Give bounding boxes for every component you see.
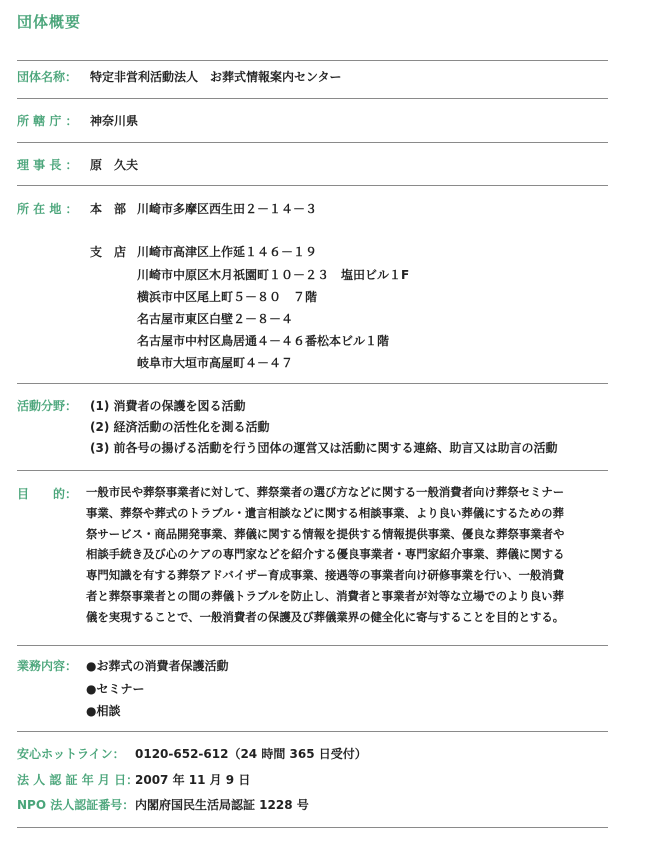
branch-address: 名古屋市東区白壁２－８－４ <box>137 312 294 326</box>
head-office-address: 川崎市多摩区西生田２－１４－３ <box>137 202 318 216</box>
divider <box>17 60 608 61</box>
branch-address: 川崎市中原区木月祇園町１０－２３ 塩田ビル１F <box>137 268 410 282</box>
name-label: 団体名称： <box>17 70 78 84</box>
branch-address: 名古屋市中村区鳥居通４－４６番松本ビル１階 <box>137 334 390 348</box>
divider <box>17 827 608 828</box>
purpose-line: 相談手続き及び心のケアの専門家などを紹介する優良事業者・専門家紹介事業、葬儀に関する <box>86 547 565 562</box>
branch-address: 川崎市高津区上作延１４６－１９ <box>137 245 318 259</box>
business-label: 業務内容： <box>17 659 78 673</box>
cert-date-label: 法 人 認 証 年 月 日： <box>17 773 139 787</box>
hotline-value: 0120-652-612（24 時間 365 日受付） <box>135 747 367 761</box>
branch-address: 横浜市中区尾上町５－８０ ７階 <box>137 290 318 304</box>
divider <box>17 731 608 732</box>
divider <box>17 383 608 384</box>
divider <box>17 470 608 471</box>
purpose-line: 儀を実現することで、一般消費者の保護及び葬儀業界の健全化に寄与することを目的とする。 <box>86 609 565 624</box>
business-item: ●お葬式の消費者保護活動 <box>86 659 229 673</box>
purpose-line: 祭サービス・商品開発事業、葬儀に関する情報を提供する情報提供事業、優良な葬祭事業者や <box>86 526 565 541</box>
name-value: 特定非営利活動法人 お葬式情報案内センター <box>90 70 342 84</box>
divider <box>17 645 608 646</box>
divider <box>17 98 608 99</box>
location-label: 所 在 地 ： <box>17 202 78 216</box>
chairman-value: 原 久夫 <box>90 158 139 172</box>
business-item: ●相談 <box>86 704 121 718</box>
purpose-line: 一般市民や葬祭事業者に対して、葬祭業者の選び方などに関する一般消費者向け葬祭セミナー <box>86 485 565 499</box>
business-item: ●セミナー <box>86 682 145 696</box>
fields-item: (2) 経済活動の活性化を測る活動 <box>90 420 270 434</box>
purpose-line: 者と葬祭事業者との間の葬儀トラブルを防止し、消費者と事業者が対等な立場でのより良い葬 <box>86 588 564 603</box>
purpose-label: 目 的： <box>17 487 78 501</box>
purpose-line: 事業、葬祭や葬式のトラブル・遺言相談などに関する相談事業、より良い葬儀にするための葬 <box>86 505 564 520</box>
chairman-label: 理 事 長 ： <box>17 158 78 172</box>
fields-item: (3) 前各号の揚げる活動を行う団体の運営又は活動に関する連絡、助言又は助言の活動 <box>90 441 558 455</box>
hotline-label: 安心ホットライン： <box>17 747 125 761</box>
fields-item: (1) 消費者の保護を図る活動 <box>90 399 246 413</box>
cert-date-value: 2007 年 11 月 9 日 <box>135 773 251 787</box>
purpose-text <box>86 482 612 628</box>
jurisdiction-label: 所 轄 庁 ： <box>17 114 78 128</box>
branch-label: 支 店 <box>90 245 127 259</box>
divider <box>17 142 608 143</box>
page-title: 団体概要 <box>17 13 82 31</box>
head-office-label: 本 部 <box>90 202 127 216</box>
fields-label: 活動分野： <box>17 399 78 413</box>
divider <box>17 185 608 186</box>
purpose-line: 専門知識を有する葬祭アドバイザー育成事業、接遇等の事業者向け研修事業を行い、一般消費 <box>86 568 565 583</box>
npo-value: 内閣府国民生活局認証 1228 号 <box>135 798 309 812</box>
npo-label: NPO 法人認証番号： <box>17 798 135 812</box>
branch-address: 岐阜市大垣市高屋町４－４７ <box>137 356 294 370</box>
jurisdiction-value: 神奈川県 <box>90 114 139 128</box>
